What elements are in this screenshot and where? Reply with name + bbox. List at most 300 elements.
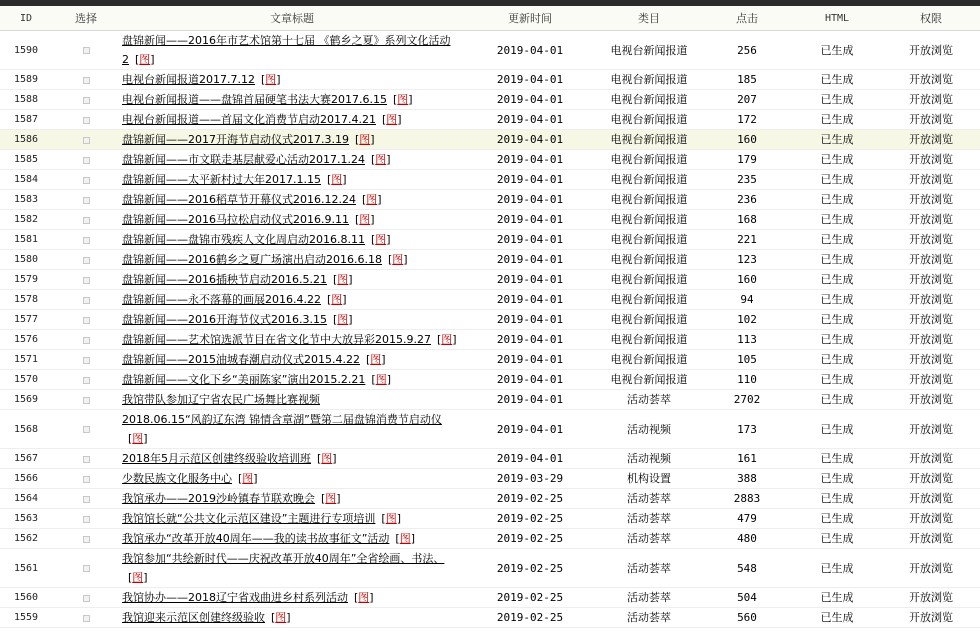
- row-updated-date: 2019-04-01: [464, 330, 596, 350]
- row-select-cell: [52, 469, 120, 489]
- row-select-cell: [52, 31, 120, 70]
- row-id: 1561: [0, 549, 52, 588]
- image-link[interactable]: [图]: [354, 133, 375, 146]
- article-title-link[interactable]: 2018年5月示范区创建终级验收培训班: [122, 452, 311, 465]
- table-row: [0, 529, 980, 549]
- row-updated-date: 2019-02-25: [464, 549, 596, 588]
- image-link-text[interactable]: 图: [132, 571, 144, 584]
- row-select-checkbox[interactable]: [83, 397, 90, 404]
- row-html-status: 已生成: [792, 588, 882, 608]
- row-updated-date: 2019-04-01: [464, 250, 596, 270]
- row-title-cell: [120, 190, 464, 210]
- row-select-cell: [52, 529, 120, 549]
- row-select-checkbox[interactable]: [83, 97, 90, 104]
- row-html-status: 已生成: [792, 310, 882, 330]
- row-select-checkbox[interactable]: [83, 456, 90, 463]
- row-select-checkbox[interactable]: [83, 516, 90, 523]
- row-id: 1566: [0, 469, 52, 489]
- row-title-cell: [120, 410, 464, 449]
- row-hits: 102: [702, 310, 792, 330]
- row-title-cell: [120, 608, 464, 628]
- image-link-text[interactable]: 图: [366, 193, 378, 206]
- row-category: 电视台新闻报道: [596, 230, 702, 250]
- row-hits: 94: [702, 290, 792, 310]
- row-id: 1583: [0, 190, 52, 210]
- row-category: 活动视频: [596, 449, 702, 469]
- row-title-cell: [120, 310, 464, 330]
- image-link[interactable]: [图]: [381, 113, 402, 126]
- row-html-status: 已生成: [792, 350, 882, 370]
- table-row: [0, 230, 980, 250]
- image-link-text[interactable]: 图: [375, 373, 387, 386]
- image-link-text[interactable]: 图: [397, 93, 409, 106]
- row-category: 电视台新闻报道: [596, 31, 702, 70]
- row-id: 1584: [0, 170, 52, 190]
- row-updated-date: 2019-04-01: [464, 170, 596, 190]
- row-select-cell: [52, 210, 120, 230]
- image-link[interactable]: [图]: [387, 253, 408, 266]
- image-link[interactable]: [图]: [332, 313, 353, 326]
- row-category: 电视台新闻报道: [596, 290, 702, 310]
- row-hits: 172: [702, 110, 792, 130]
- image-link[interactable]: [图]: [392, 93, 413, 106]
- row-select-cell: [52, 90, 120, 110]
- article-table: [0, 6, 980, 628]
- table-row: [0, 449, 980, 469]
- row-title-cell: [120, 489, 464, 509]
- row-category: 电视台新闻报道: [596, 330, 702, 350]
- row-select-cell: [52, 230, 120, 250]
- article-title-link[interactable]: 盘锦新闻——太平新村过大年2017.1.15: [122, 173, 321, 186]
- row-title-cell: [120, 270, 464, 290]
- row-select-checkbox[interactable]: [83, 157, 90, 164]
- table-row: [0, 410, 980, 449]
- table-row: [0, 390, 980, 410]
- article-title-link[interactable]: 我馆承办“改革开放40周年——我的读书故事征文”活动: [122, 532, 390, 545]
- article-title-link[interactable]: 盘锦新闻——盘锦市残疾人文化周启动2016.8.11: [122, 233, 365, 246]
- row-id: 1568: [0, 410, 52, 449]
- image-link-text[interactable]: 图: [132, 432, 144, 445]
- row-select-checkbox[interactable]: [83, 47, 90, 54]
- row-updated-date: 2019-04-01: [464, 110, 596, 130]
- row-hits: 105: [702, 350, 792, 370]
- image-link-text[interactable]: 图: [392, 253, 404, 266]
- table-row: [0, 70, 980, 90]
- row-hits: 161: [702, 449, 792, 469]
- row-select-checkbox[interactable]: [83, 565, 90, 572]
- row-category: 活动视频: [596, 410, 702, 449]
- row-select-checkbox[interactable]: [83, 137, 90, 144]
- article-title-link[interactable]: 电视台新闻报道——首届文化消费节启动2017.4.21: [122, 113, 376, 126]
- row-select-checkbox[interactable]: [83, 595, 90, 602]
- row-select-checkbox[interactable]: [83, 177, 90, 184]
- article-title-link[interactable]: 我馆参加“共绘新时代——庆祝改革开放40周年”全省绘画、书法、: [122, 552, 445, 565]
- row-updated-date: 2019-03-29: [464, 469, 596, 489]
- row-id: 1559: [0, 608, 52, 628]
- row-html-status: 已生成: [792, 230, 882, 250]
- image-link[interactable]: [图]: [321, 492, 341, 505]
- row-html-status: 已生成: [792, 529, 882, 549]
- row-updated-date: 2019-04-01: [464, 210, 596, 230]
- table-row: [0, 250, 980, 270]
- row-permission: 开放浏览: [882, 410, 980, 449]
- row-permission: 开放浏览: [882, 31, 980, 70]
- article-title-link[interactable]: 盘锦新闻——2016稻草节开幕仪式2016.12.24: [122, 193, 356, 206]
- row-html-status: 已生成: [792, 90, 882, 110]
- image-link-text[interactable]: 图: [331, 173, 343, 186]
- row-select-cell: [52, 70, 120, 90]
- row-html-status: 已生成: [792, 390, 882, 410]
- image-link[interactable]: [图]: [326, 173, 347, 186]
- column-header-hits: 点击: [702, 6, 792, 31]
- row-permission: 开放浏览: [882, 230, 980, 250]
- row-updated-date: 2019-02-25: [464, 489, 596, 509]
- column-header-title: 文章标题: [120, 6, 464, 31]
- row-select-checkbox[interactable]: [83, 277, 90, 284]
- image-link-text[interactable]: 图: [441, 333, 453, 346]
- row-category: 电视台新闻报道: [596, 190, 702, 210]
- row-hits: 2702: [702, 390, 792, 410]
- row-hits: 207: [702, 90, 792, 110]
- image-link[interactable]: [图]: [128, 432, 148, 445]
- row-id: 1577: [0, 310, 52, 330]
- table-row: [0, 90, 980, 110]
- row-hits: 480: [702, 529, 792, 549]
- article-title-link[interactable]: 我馆承办——2019沙岭镇春节联欢晚会: [122, 492, 315, 505]
- table-header: [0, 6, 980, 31]
- image-link-text[interactable]: 图: [375, 153, 387, 166]
- row-title-cell: [120, 150, 464, 170]
- image-link[interactable]: [图]: [370, 233, 391, 246]
- row-permission: 开放浏览: [882, 549, 980, 588]
- image-link[interactable]: [图]: [317, 452, 337, 465]
- row-id: 1567: [0, 449, 52, 469]
- row-updated-date: 2019-02-25: [464, 588, 596, 608]
- row-updated-date: 2019-02-25: [464, 529, 596, 549]
- row-hits: 548: [702, 549, 792, 588]
- image-link-text[interactable]: 图: [399, 532, 411, 545]
- row-hits: 160: [702, 270, 792, 290]
- image-link[interactable]: [图]: [260, 73, 281, 86]
- image-link[interactable]: [图]: [370, 153, 391, 166]
- row-category: 电视台新闻报道: [596, 70, 702, 90]
- image-link[interactable]: [图]: [381, 512, 401, 525]
- row-permission: 开放浏览: [882, 110, 980, 130]
- image-link-text[interactable]: 图: [386, 113, 398, 126]
- row-select-cell: [52, 410, 120, 449]
- table-row: [0, 310, 980, 330]
- row-title-cell: [120, 549, 464, 588]
- row-html-status: 已生成: [792, 370, 882, 390]
- row-select-checkbox[interactable]: [83, 197, 90, 204]
- article-title-link[interactable]: 盘锦新闻——2016插秧节启动2016.5.21: [122, 273, 327, 286]
- row-select-checkbox[interactable]: [83, 117, 90, 124]
- image-link-text[interactable]: 图: [331, 293, 343, 306]
- table-row: [0, 290, 980, 310]
- row-title-cell: [120, 588, 464, 608]
- image-link-text[interactable]: 图: [359, 133, 371, 146]
- row-id: 1585: [0, 150, 52, 170]
- article-title-link[interactable]: 电视台新闻报道2017.7.12: [122, 73, 255, 86]
- row-title-cell: [120, 529, 464, 549]
- row-hits: 256: [702, 31, 792, 70]
- row-select-checkbox[interactable]: [83, 297, 90, 304]
- row-html-status: 已生成: [792, 410, 882, 449]
- row-category: 电视台新闻报道: [596, 90, 702, 110]
- row-category: 活动荟萃: [596, 588, 702, 608]
- article-title-link[interactable]: 2018.06.15“风韵辽东湾 锦情含章湖”暨第二届盘锦消费节启动仪: [122, 413, 442, 426]
- article-title-link[interactable]: 我馆协办——2018辽宁省戏曲进乡村系列活动: [122, 591, 348, 604]
- article-title-link[interactable]: 电视台新闻报道——盘锦首届硬笔书法大赛2017.6.15: [122, 93, 387, 106]
- row-select-cell: [52, 110, 120, 130]
- row-updated-date: 2019-02-25: [464, 509, 596, 529]
- article-title-link[interactable]: 盘锦新闻——永不落幕的画展2016.4.22: [122, 293, 321, 306]
- article-title-link[interactable]: 盘锦新闻——文化下乡“美丽陈家”演出2015.2.21: [122, 373, 366, 386]
- image-link[interactable]: [图]: [354, 591, 374, 604]
- image-link[interactable]: [图]: [371, 373, 391, 386]
- row-permission: 开放浏览: [882, 350, 980, 370]
- row-updated-date: 2019-04-01: [464, 290, 596, 310]
- row-id: 1586: [0, 130, 52, 150]
- row-category: 电视台新闻报道: [596, 310, 702, 330]
- row-hits: 560: [702, 608, 792, 628]
- row-html-status: 已生成: [792, 469, 882, 489]
- row-id: 1581: [0, 230, 52, 250]
- table-row: [0, 210, 980, 230]
- row-updated-date: 2019-04-01: [464, 31, 596, 70]
- article-title-link[interactable]: 盘锦新闻——2016开海节仪式2016.3.15: [122, 313, 327, 326]
- row-category: 电视台新闻报道: [596, 370, 702, 390]
- row-title-cell: [120, 330, 464, 350]
- row-updated-date: 2019-04-01: [464, 90, 596, 110]
- article-title-link[interactable]: 我馆迎来示范区创建终级验收: [122, 611, 265, 624]
- image-link-text[interactable]: 图: [265, 73, 277, 86]
- row-updated-date: 2019-04-01: [464, 230, 596, 250]
- row-hits: 479: [702, 509, 792, 529]
- row-id: 1570: [0, 370, 52, 390]
- table-row: [0, 588, 980, 608]
- image-link[interactable]: [图]: [361, 193, 382, 206]
- image-link-text[interactable]: 图: [337, 313, 349, 326]
- row-permission: 开放浏览: [882, 130, 980, 150]
- row-select-checkbox[interactable]: [83, 217, 90, 224]
- row-select-cell: [52, 330, 120, 350]
- image-link-text[interactable]: 图: [325, 492, 337, 505]
- image-link-text[interactable]: 图: [370, 353, 382, 366]
- row-category: 活动荟萃: [596, 489, 702, 509]
- row-id: 1579: [0, 270, 52, 290]
- row-id: 1590: [0, 31, 52, 70]
- row-hits: 179: [702, 150, 792, 170]
- row-select-checkbox[interactable]: [83, 337, 90, 344]
- row-select-cell: [52, 190, 120, 210]
- row-id: 1578: [0, 290, 52, 310]
- row-permission: 开放浏览: [882, 290, 980, 310]
- row-permission: 开放浏览: [882, 90, 980, 110]
- image-link-text[interactable]: 图: [337, 273, 349, 286]
- row-category: 电视台新闻报道: [596, 130, 702, 150]
- row-hits: 123: [702, 250, 792, 270]
- table-body: [0, 31, 980, 628]
- article-title-link[interactable]: 盘锦新闻——2016年市艺术馆第十七届 《鹤乡之夏》系列文化活动2: [122, 34, 451, 66]
- row-updated-date: 2019-04-01: [464, 410, 596, 449]
- row-select-cell: [52, 170, 120, 190]
- table-row: [0, 489, 980, 509]
- image-link[interactable]: [图]: [395, 532, 415, 545]
- image-link[interactable]: [图]: [436, 333, 457, 346]
- row-permission: 开放浏览: [882, 250, 980, 270]
- row-select-checkbox[interactable]: [83, 615, 90, 622]
- image-link[interactable]: [图]: [354, 213, 375, 226]
- row-select-checkbox[interactable]: [83, 536, 90, 543]
- table-row: [0, 150, 980, 170]
- article-title-link[interactable]: 我馆带队参加辽宁省农民广场舞比赛视频: [122, 393, 320, 406]
- image-link-text[interactable]: 图: [385, 512, 397, 525]
- row-select-cell: [52, 608, 120, 628]
- row-id: 1560: [0, 588, 52, 608]
- table-row: [0, 350, 980, 370]
- image-link[interactable]: [图]: [365, 353, 386, 366]
- article-title-link[interactable]: 少数民族文化服务中心: [122, 472, 232, 485]
- row-title-cell: [120, 290, 464, 310]
- row-html-status: 已生成: [792, 210, 882, 230]
- row-html-status: 已生成: [792, 130, 882, 150]
- row-hits: 110: [702, 370, 792, 390]
- article-title-link[interactable]: 盘锦新闻——2016鹤乡之夏广场演出启动2016.6.18: [122, 253, 382, 266]
- article-title-link[interactable]: 盘锦新闻——艺术馆选派节目在省文化节中大放异彩2015.9.27: [122, 333, 431, 346]
- row-permission: 开放浏览: [882, 190, 980, 210]
- row-permission: 开放浏览: [882, 150, 980, 170]
- row-select-checkbox[interactable]: [83, 476, 90, 483]
- row-html-status: 已生成: [792, 190, 882, 210]
- row-select-cell: [52, 588, 120, 608]
- image-link[interactable]: [图]: [128, 571, 148, 584]
- row-hits: 235: [702, 170, 792, 190]
- row-permission: 开放浏览: [882, 390, 980, 410]
- row-title-cell: [120, 370, 464, 390]
- row-html-status: 已生成: [792, 608, 882, 628]
- row-title-cell: [120, 230, 464, 250]
- row-permission: 开放浏览: [882, 489, 980, 509]
- article-title-link[interactable]: 盘锦新闻——2017开海节启动仪式2017.3.19: [122, 133, 349, 146]
- row-permission: 开放浏览: [882, 170, 980, 190]
- row-select-cell: [52, 370, 120, 390]
- image-link[interactable]: [图]: [326, 293, 347, 306]
- image-link-text[interactable]: 图: [375, 233, 387, 246]
- row-html-status: 已生成: [792, 330, 882, 350]
- row-updated-date: 2019-04-01: [464, 370, 596, 390]
- row-title-cell: [120, 70, 464, 90]
- row-select-cell: [52, 130, 120, 150]
- row-updated-date: 2019-04-01: [464, 390, 596, 410]
- image-link-text[interactable]: 图: [321, 452, 333, 465]
- column-header-id: ID: [0, 6, 52, 31]
- row-permission: 开放浏览: [882, 330, 980, 350]
- image-link[interactable]: [图]: [271, 611, 291, 624]
- row-select-cell: [52, 449, 120, 469]
- row-title-cell: [120, 350, 464, 370]
- row-select-checkbox[interactable]: [83, 377, 90, 384]
- row-title-cell: [120, 110, 464, 130]
- row-id: 1563: [0, 509, 52, 529]
- row-permission: 开放浏览: [882, 70, 980, 90]
- row-select-checkbox[interactable]: [83, 496, 90, 503]
- image-link-text[interactable]: 图: [358, 591, 370, 604]
- row-hits: 113: [702, 330, 792, 350]
- row-permission: 开放浏览: [882, 210, 980, 230]
- table-row: [0, 330, 980, 350]
- column-header-html: HTML: [792, 6, 882, 31]
- row-html-status: 已生成: [792, 110, 882, 130]
- row-select-checkbox[interactable]: [83, 426, 90, 433]
- row-html-status: 已生成: [792, 509, 882, 529]
- image-link-text[interactable]: 图: [275, 611, 287, 624]
- table-row: [0, 608, 980, 628]
- row-hits: 173: [702, 410, 792, 449]
- row-select-cell: [52, 310, 120, 330]
- row-select-cell: [52, 270, 120, 290]
- row-id: 1580: [0, 250, 52, 270]
- table-row: [0, 469, 980, 489]
- row-title-cell: [120, 469, 464, 489]
- row-hits: 504: [702, 588, 792, 608]
- row-category: 电视台新闻报道: [596, 350, 702, 370]
- row-updated-date: 2019-04-01: [464, 190, 596, 210]
- row-hits: 236: [702, 190, 792, 210]
- row-title-cell: [120, 250, 464, 270]
- image-link-text[interactable]: 图: [139, 53, 151, 66]
- row-id: 1588: [0, 90, 52, 110]
- column-header-updated: 更新时间: [464, 6, 596, 31]
- row-category: 活动荟萃: [596, 549, 702, 588]
- article-title-link[interactable]: 盘锦新闻——2015油城春潮启动仪式2015.4.22: [122, 353, 360, 366]
- row-updated-date: 2019-04-01: [464, 150, 596, 170]
- row-category: 机构设置: [596, 469, 702, 489]
- row-title-cell: [120, 90, 464, 110]
- row-id: 1582: [0, 210, 52, 230]
- article-title-link[interactable]: 盘锦新闻——市文联走基层献爱心活动2017.1.24: [122, 153, 365, 166]
- row-permission: 开放浏览: [882, 449, 980, 469]
- image-link-text[interactable]: 图: [242, 472, 254, 485]
- image-link-text[interactable]: 图: [359, 213, 371, 226]
- row-category: 活动荟萃: [596, 509, 702, 529]
- row-select-checkbox[interactable]: [83, 317, 90, 324]
- row-id: 1587: [0, 110, 52, 130]
- image-link[interactable]: [图]: [135, 53, 155, 66]
- row-updated-date: 2019-04-01: [464, 270, 596, 290]
- row-select-checkbox[interactable]: [83, 257, 90, 264]
- row-select-cell: [52, 150, 120, 170]
- row-select-cell: [52, 489, 120, 509]
- table-row: [0, 370, 980, 390]
- image-link[interactable]: [图]: [238, 472, 258, 485]
- row-permission: 开放浏览: [882, 370, 980, 390]
- row-select-checkbox[interactable]: [83, 357, 90, 364]
- table-row: [0, 509, 980, 529]
- row-select-checkbox[interactable]: [83, 237, 90, 244]
- article-title-link[interactable]: 我馆馆长就“公共文化示范区建设”主题进行专项培训: [122, 512, 376, 525]
- article-title-link[interactable]: 盘锦新闻——2016马拉松启动仪式2016.9.11: [122, 213, 349, 226]
- image-link[interactable]: [图]: [332, 273, 353, 286]
- row-title-cell: [120, 210, 464, 230]
- row-select-checkbox[interactable]: [83, 77, 90, 84]
- row-title-cell: [120, 31, 464, 70]
- row-title-cell: [120, 130, 464, 150]
- table-row: [0, 549, 980, 588]
- table-row: [0, 170, 980, 190]
- row-category: 电视台新闻报道: [596, 110, 702, 130]
- table-row: [0, 270, 980, 290]
